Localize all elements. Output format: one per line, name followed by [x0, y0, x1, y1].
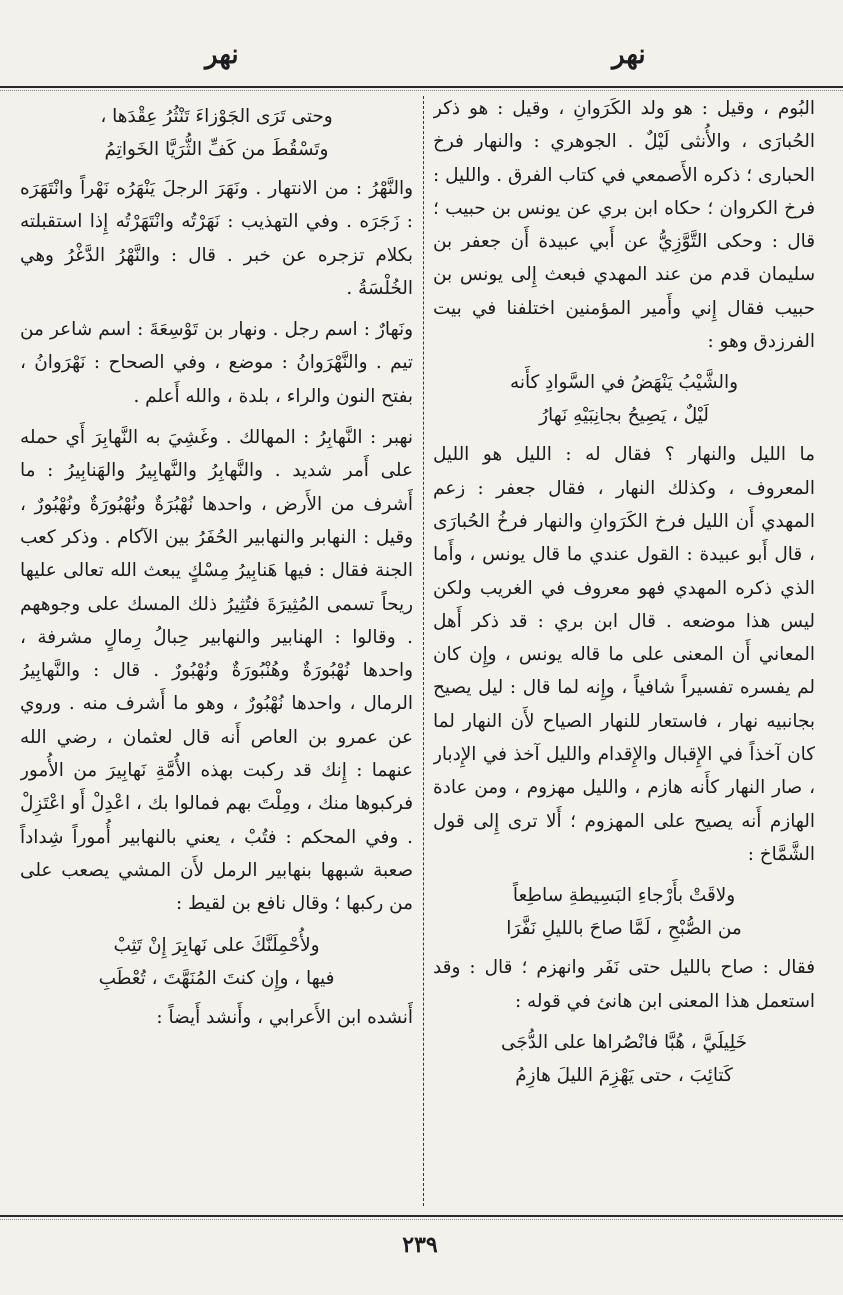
verse-line: خَلِيلَيَّ ، هُبَّا فانْصُراها على الدُّجَى: [501, 1031, 747, 1053]
verse-line: وتَسْقُطَ من كَفِّ الثُّرَيَّا الخَواتِمُ: [104, 139, 329, 160]
verse-line: من الصُّبْحِ ، لَمَّا صاحَ بالليلِ نَفَّرَا: [506, 918, 742, 940]
header-word-right: نهر: [612, 40, 646, 70]
left-paragraph-2: ونَهارٌ : اسم رجل . ونهار بن تَوْسِعَةَ : اسم شاعر من تيم . والنَّهْرَوانُ : موضع ، وفي الصحاح : نَهْرَوانُ ، بفتح النون والراء ، بلدة ، والله أَعلم .: [20, 319, 413, 407]
header-rule: [0, 86, 843, 88]
header-word-left: نهر: [205, 40, 239, 70]
right-column: [433, 92, 815, 1212]
header-rule-dotted: [0, 90, 843, 91]
verse-line: فيها ، وإِن كنتَ المُنَهَّتَ ، تُعْطَبِ: [98, 967, 335, 989]
column-divider: [423, 96, 424, 1206]
left-column: [20, 92, 413, 1212]
left-verse-0: [20, 100, 413, 166]
verse-line: وحتى تَرَى الجَوْزاءَ تَنْثُرُ عِقْدَها ،: [100, 106, 333, 127]
page-number: ٢٣٩: [402, 1232, 438, 1258]
left-paragraph-4: أَنشده ابن الأَعرابي ، وأَنشد أَيضاً :: [156, 1006, 413, 1028]
right-verse-3: [433, 1026, 815, 1092]
verse-line: ولاقَتْ بأَرْجاءِ البَسِيطةِ ساطِعاً: [512, 885, 736, 907]
right-verse-2: [433, 879, 815, 945]
right-paragraph-3: فقال : صاح بالليل حتى نَفَر وانهزم ؛ قال : وقد استعمل هذا المعنى ابن هانئ في قوله :: [433, 957, 815, 1012]
verse-line: والشَّيْبُ يَنْهَضُ في السَّوادِ كأَنه: [509, 372, 739, 394]
left-paragraph-3: نهبر : النَّهابِرُ : المهالك . وغَشِيَ به النَّهابِرَ أَي حمله على أَمر شديد . والنَّهابِرُ والنَّهابِيرُ والهَنابِيرُ : ما أَشرف من الأَرض ، واحدها نُهْبُرَةٌ ونُهْبُورَةٌ ونُهْبُورٌ ، وقيل : النهابر والنهابير الحُفَرُ بين الآكام . وذكر كعب الجنة فقال : فيها هَنابِيرُ مِسْكٍ يبعث الله تعالى عليها ريحاً تسمى المُثِيرَةَ فتُثِيرُ ذلك المسك على وجوههم . وقالوا : الهنابير والنهابير حِبالُ رِمالٍ مشرفة ، واحدها نُهْبُورَةٌ وهُنْبُورَةٌ ونُهْبُورٌ . قال : والنَّهابِيرُ الرمال ، واحدها نُهْبُورٌ ، وهو ما أَشرف منه . وروي عن عمرو بن العاص أَنه قال لعثمان ، رضي الله عنهما : إِنك قد ركبت بهذه الأُمَّةِ نَهابِيرَ من الأُمور فركبوها منك ، ومِلْتَ بهم فمالوا بك ، اعْدِلْ أَو اعْتَزِلْ . وفي المحكم : فتُبْ ، يعني بالنهابير أُموراً شِداداً صعبة شبهها بنهابير الرمل لأَن المشي يصعب على من ركبها ؛ وقال نافع بن لقيط :: [20, 427, 413, 915]
left-verse-1: [20, 929, 413, 995]
right-paragraph-2: ما الليل والنهار ؟ فقال له : الليل هو الليل المعروف ، وكذلك النهار ، فقال جعفر : زعم المهدي أَن الليل فرخ الكَرَوانِ والنهار فرخُ الحُبارَى ، قال أَبو عبيدة : القول عندي ما قال يونس ، وأَما الذي ذكره المهدي فهو معروف في الغريب ولكن ليس هذا موضعه . قال ابن بري : قد ذكر أَهل المعاني أَن المعنى على ما قاله يونس ، وإِن كان لم يفسره تفسيراً شافياً ، وإِنه لما قال : ليل يصيح بجانبيه نهار ، فاستعار للنهار الصياح لأَن النهار لما كان آخذاً في الإِقبال والإِقدام والليل آخذ في الإِدبار ، صار النهار كأَنه هازم ، والليل مهزوم ، ومن عادة الهازم أَنه يصيح على المهزوم ؛ أَلا ترى إِلى قول الشَّمَّاخ :: [433, 444, 815, 865]
right-verse-1: [433, 366, 815, 432]
footer-rule: [0, 1215, 843, 1217]
verse-line: كَتائِبَ ، حتى يَهْزِمَ الليلَ هازِمُ: [515, 1064, 733, 1086]
verse-line: ولأُحْمِلَنَّكَ على نَهابِرَ إِنْ تَثِبْ: [113, 934, 320, 956]
footer-rule-dotted: [0, 1219, 843, 1220]
left-paragraph-1: والنَّهْرُ : من الانتهار . ونَهَرَ الرجلَ يَنْهَرُه نَهْراً وانْتَهَرَه : زَجَرَه . وفي التهذيب : نَهَرْتُه وانْتَهَرْتُه إِذا استقبلته بكلام تزجره عن خبر . قال : والنَّهْرُ الدَّغْرُ وهي الخُلْسَةُ .: [20, 178, 413, 299]
right-paragraph-1: البُوم ، وقيل : هو ولد الكَرَوانِ ، وقيل : هو ذكر الحُبارَى ، والأُنثى لَيْلٌ . الجوهري : والنهار فرخ الحبارى ؛ ذكره الأَصمعي في كتاب الفرق . والليل : فرخ الكروان ؛ حكاه ابن بري عن يونس بن حبيب ؛ قال : وحكى التَّوَّزِيُّ عن أَبي عبيدة أَن جعفر بن سليمان قدم من عند المهدي فبعث إِلى يونس بن حبيب فقال إِني وأَمير المؤمنين اختلفنا في بيت الفرزدق وهو :: [433, 98, 815, 353]
verse-line: لَيْلٌ ، يَصِيحُ بجانِبَيْهِ نَهارُ: [539, 405, 709, 427]
